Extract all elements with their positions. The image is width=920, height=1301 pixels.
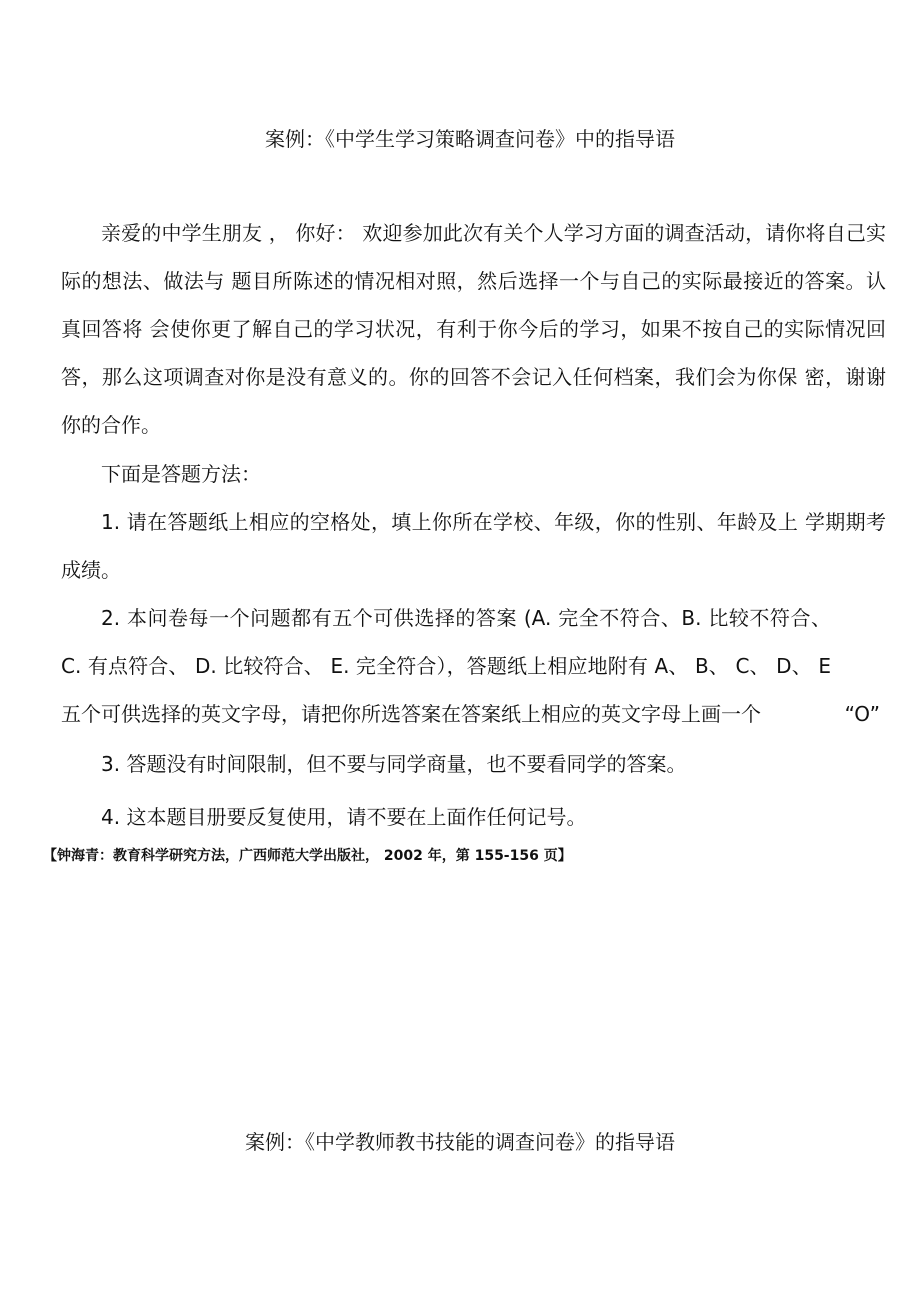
instruction-item-3-text: 3. 答题没有时间限制，但不要与同学商量，也不要看同学的答案。: [101, 752, 687, 776]
circle-mark: “O”: [844, 702, 880, 726]
instruction-item-2-text: 2. 本问卷每一个问题都有五个可供选择的答案 (A. 完全不符合、B. 比较不符合、C. 有点符合、 D. 比较符合、 E. 完全符合），答题纸上相应地附有 A、 B、 C、 D、 E 五个可供选择的英文字母，请把你所选答案在答案纸上相应的英文字母上画一个: [61, 606, 831, 726]
instruction-item-3: [61, 740, 886, 788]
case-title-1: 案例：《中学生学习策略调查问卷》中的指导语: [265, 127, 675, 151]
greeting-text: 亲爱的中学生朋友 ， 你好： 欢迎参加此次有关个人学习方面的调查活动，请你将自己实际的想法、做法与 题目所陈述的情况相对照，然后选择一个与自己的实际最接近的答案。认真回答将 会使你更了解自己的学习状况，有利于你今后的学习，如果不按自己的实际情况回 答，那么这项调查对你是没有意义的。你的回答不会记入任何档案，我们会为你保 密，谢谢你的合作。: [61, 221, 886, 437]
instruction-item-1: [61, 498, 886, 594]
methods-heading-text: 下面是答题方法：: [101, 462, 261, 486]
case-title-2: 案例：《中学教师教书技能的调查问卷》的指导语: [245, 1130, 675, 1154]
methods-heading: [61, 450, 886, 498]
instruction-item-2: [61, 594, 831, 738]
source-citation: 【钟海青：教育科学研究方法，广西师范大学出版社， 2002 年，第 155-156 页】: [43, 848, 572, 864]
instruction-item-1-text: 1. 请在答题纸上相应的空格处，填上你所在学校、年级，你的性别、年龄及上 学期期考成绩。: [61, 510, 886, 582]
instruction-item-4: [61, 793, 886, 841]
greeting-paragraph: [61, 209, 886, 449]
instruction-item-4-text: 4. 这本题目册要反复使用，请不要在上面作任何记号。: [101, 805, 587, 829]
